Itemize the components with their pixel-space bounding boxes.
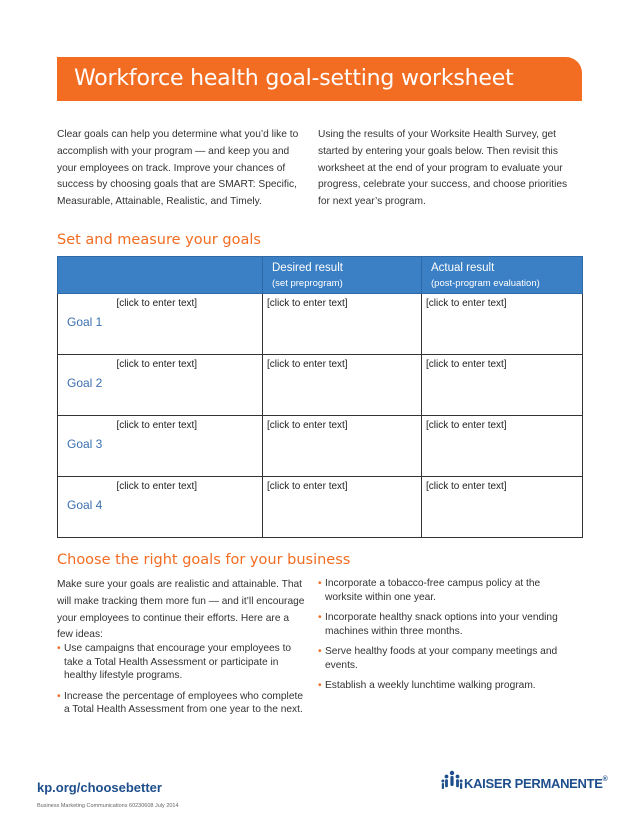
goal-2-desired-field[interactable]: [click to enter text] — [263, 355, 422, 416]
registered-mark: ® — [602, 776, 608, 783]
list-item: • Incorporate healthy snack options into your vending machines within three months. — [318, 612, 558, 637]
table-header-row — [58, 257, 583, 294]
goal-label: Goal 1 — [58, 294, 113, 355]
table-header-blank — [58, 257, 113, 294]
goal-4-goal-field[interactable]: [click to enter text] — [113, 477, 263, 538]
table-header-blank — [113, 257, 263, 294]
bullet-icon: • — [318, 680, 322, 691]
goal-3-goal-field[interactable]: [click to enter text] — [113, 416, 263, 477]
goal-3-desired-field[interactable]: [click to enter text] — [263, 416, 422, 477]
footer-fineprint: Business Marketing Communications 60230608 July 2014 — [37, 803, 179, 809]
list-item: • Use campaigns that encourage your employees to take a Total Health Assessment or participate in healthy lifestyle programs. — [57, 643, 292, 681]
section-title-choose: Choose the right goals for your business — [57, 552, 351, 568]
title-banner — [57, 57, 582, 101]
table-row — [58, 477, 583, 538]
goal-4-desired-field[interactable]: [click to enter text] — [263, 477, 422, 538]
list-item: • Increase the percentage of employees who complete a Total Health Assessment from one year to the next. — [57, 690, 303, 715]
goal-3-actual-field[interactable]: [click to enter text] — [422, 416, 583, 477]
list-item: • Establish a weekly lunchtime walking program. — [318, 680, 536, 691]
goal-4-actual-field[interactable]: [click to enter text] — [422, 477, 583, 538]
table-header-actual: Actual result (post-program evaluation) — [422, 257, 583, 294]
goal-label: Goal 4 — [58, 477, 113, 538]
goal-1-goal-field[interactable]: [click to enter text] — [113, 294, 263, 355]
table-row — [58, 416, 583, 477]
intro-left: Clear goals can help you determine what you’d like to accomplish with your program — and keep you and your employees on track. Improve your chances of success by choosing goals that are SMART: Specific, Measurable, Attainable, Realistic, and Timely. — [57, 129, 299, 208]
goal-1-actual-field[interactable]: [click to enter text] — [422, 294, 583, 355]
page-title: Workforce health goal-setting worksheet — [74, 66, 514, 91]
goal-label: Goal 3 — [58, 416, 113, 477]
bullet-icon: • — [318, 646, 322, 657]
table-row — [58, 294, 583, 355]
goals-table — [57, 256, 583, 538]
table-header-desired: Desired result (set preprogram) — [263, 257, 422, 294]
goal-2-actual-field[interactable]: [click to enter text] — [422, 355, 583, 416]
ideas-list-right — [318, 577, 580, 700]
bullet-icon: • — [318, 578, 322, 589]
bullet-icon: • — [57, 643, 61, 654]
ideas-list-left — [57, 642, 307, 724]
bullet-icon: • — [57, 690, 61, 702]
logo-text: KAISER PERMANENTE — [464, 776, 603, 791]
table-row — [58, 355, 583, 416]
intro-right: Using the results of your Worksite Health Survey, get started by entering your goals below. Then revisit this worksheet at the end of your program to evaluate your progress, celebrate your success, and choose priorities for next year’s program. — [318, 129, 568, 208]
kp-people-icon — [441, 770, 463, 796]
footer-link[interactable]: kp.org/choosebetter — [37, 780, 162, 795]
goal-1-desired-field[interactable]: [click to enter text] — [263, 294, 422, 355]
list-item: • Incorporate a tobacco-free campus policy at the worksite within one year. — [318, 578, 541, 603]
list-item: • Serve healthy foods at your company meetings and events. — [318, 646, 558, 671]
goal-label: Goal 2 — [58, 355, 113, 416]
bullet-icon: • — [318, 612, 322, 623]
ideas-lead: Make sure your goals are realistic and attainable. That will make tracking them more fun — and it’ll encourage your employees to continue their efforts. Here are a few ideas: — [57, 579, 305, 641]
goal-2-goal-field[interactable]: [click to enter text] — [113, 355, 263, 416]
kaiser-permanente-logo — [441, 770, 611, 798]
section-title-goals: Set and measure your goals — [57, 232, 261, 248]
